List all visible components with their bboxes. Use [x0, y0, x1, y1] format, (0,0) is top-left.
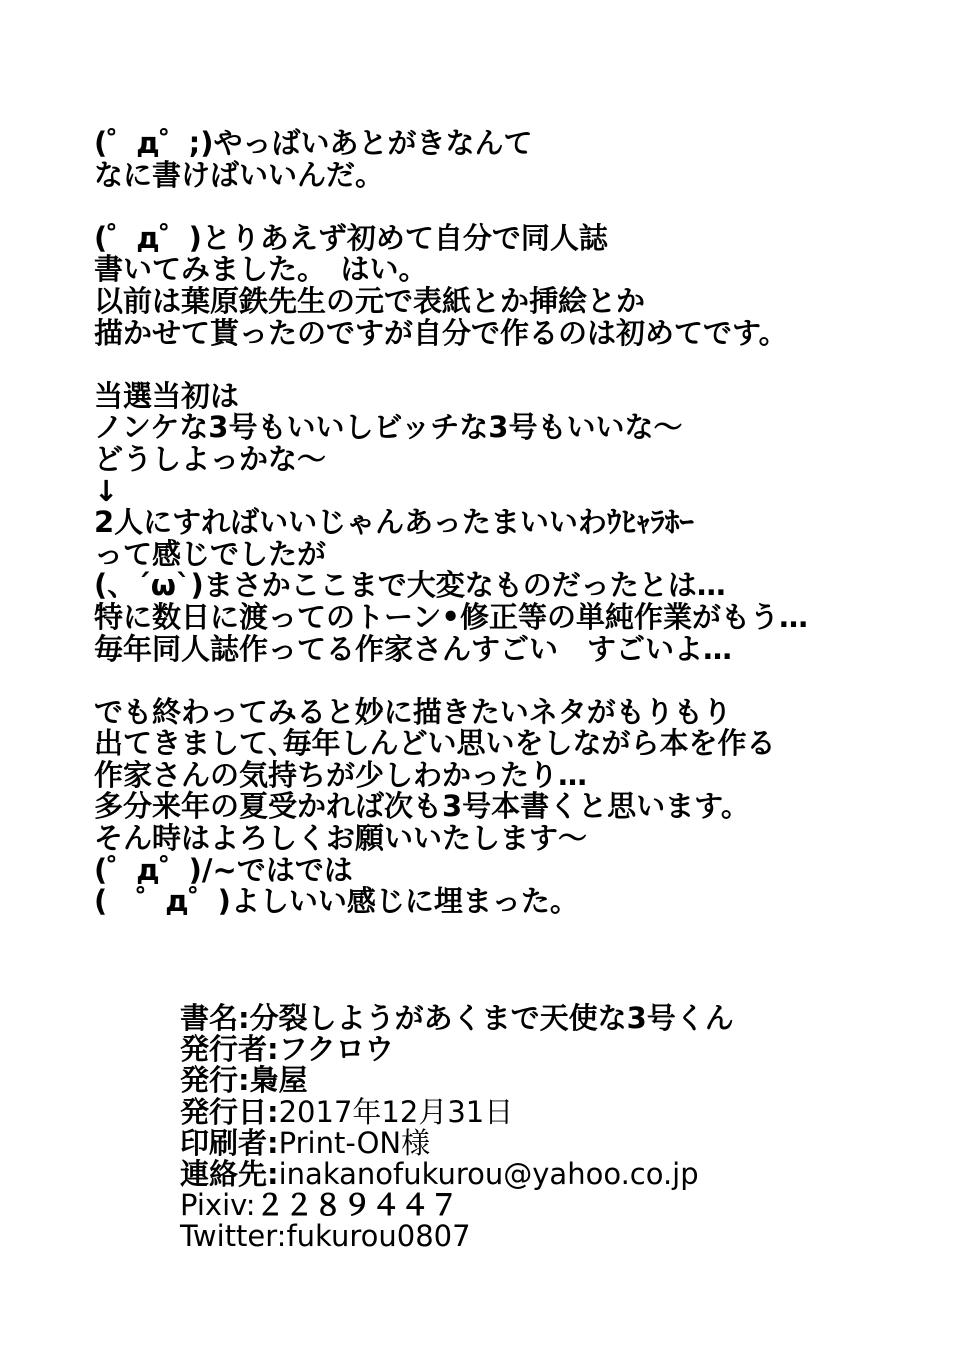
publish-date: 2017年12月31日 [278, 1094, 514, 1129]
afterword-line: 以前は葉原鉄先生の元で表紙とか挿絵とか [94, 283, 646, 318]
afterword-line: 2人にすればいいじゃんあったまいいわｳﾋｬﾗﾎｰ [94, 505, 694, 540]
author-name: フクロウ [278, 1032, 394, 1067]
afterword-line: (゜д゜)/~ではでは [94, 852, 353, 887]
colophon-author-row [180, 1034, 920, 1065]
down-arrow-line: ↓ [94, 473, 119, 508]
afterword-line: 描かせて貰ったのですが自分で作るのは初めてです。 [94, 315, 788, 350]
colophon-twitter-row [180, 1221, 920, 1252]
colophon-label: 発行: [180, 1063, 250, 1098]
colophon-printer-row [180, 1125, 920, 1160]
paragraph-gap [94, 191, 934, 223]
book-title: 分裂しようがあくまで天使な3号くん [249, 1001, 734, 1035]
afterword-text [94, 128, 934, 918]
afterword-line: 特に数日に渡ってのトーン•修正等の単純作業がもう… [94, 599, 808, 634]
colophon-pixiv-row [180, 1190, 920, 1221]
colophon-label: Pixiv: [180, 1188, 256, 1223]
afterword-line: って感じでしたが [94, 536, 327, 571]
colophon [180, 1003, 920, 1253]
colophon-title-row [180, 1003, 920, 1034]
paragraph-gap [94, 349, 934, 381]
colophon-date-row [180, 1094, 920, 1129]
colophon-label: Twitter: [180, 1219, 287, 1254]
colophon-circle-row [180, 1065, 920, 1096]
circle-name: 梟屋 [249, 1063, 308, 1098]
afterword-line: (、´ω`)まさかここまで大変なものだったとは… [94, 568, 726, 603]
afterword-line: でも終わってみると妙に描きたいネタがもりもり [94, 694, 732, 729]
colophon-label: 印刷者: [180, 1125, 279, 1160]
afterword-line: ( ゜д゜)よしいい感じに埋まった。 [94, 884, 579, 919]
colophon-label: 発行日: [180, 1094, 279, 1129]
afterword-line: 出てきまして､毎年しんどい思いをしながら本を作る [94, 726, 776, 761]
contact-email: inakanofukurou@yahoo.co.jp [278, 1156, 699, 1191]
paragraph-gap [94, 665, 934, 697]
colophon-contact-row [180, 1156, 920, 1191]
afterword-line: そん時はよろしくお願いいたします〜 [94, 821, 588, 856]
colophon-label: 発行者: [180, 1032, 279, 1067]
afterword-line: 毎年同人誌作ってる作家さんすごい すごいよ… [94, 631, 733, 666]
afterword-line: どうしよっかな〜 [94, 441, 327, 476]
afterword-line: 作家さんの気持ちが少しわかったり… [94, 757, 588, 792]
afterword-line: (゜д゜;)やっばいあとがきなんて [94, 126, 533, 160]
colophon-label: 連絡先: [180, 1156, 279, 1191]
afterword-line: 当選当初は [94, 378, 240, 413]
printer-name: Print-ON様 [278, 1125, 431, 1160]
afterword-line: ノンケな3号もいいしビッチな3号もいいな〜 [94, 410, 683, 445]
afterword-line: 書いてみました。 はい。 [94, 252, 428, 287]
afterword-line: (゜д゜)とりあえず初めて自分で同人誌 [94, 220, 608, 255]
twitter-handle: fukurou0807 [286, 1219, 471, 1254]
colophon-label: 書名: [180, 1001, 250, 1035]
afterword-line: なに書けばいいんだ。 [94, 157, 385, 192]
pixiv-id: ２２８９４４７ [255, 1188, 459, 1223]
afterword-line: 多分来年の夏受かれば次も3号本書くと思います。 [94, 789, 750, 824]
